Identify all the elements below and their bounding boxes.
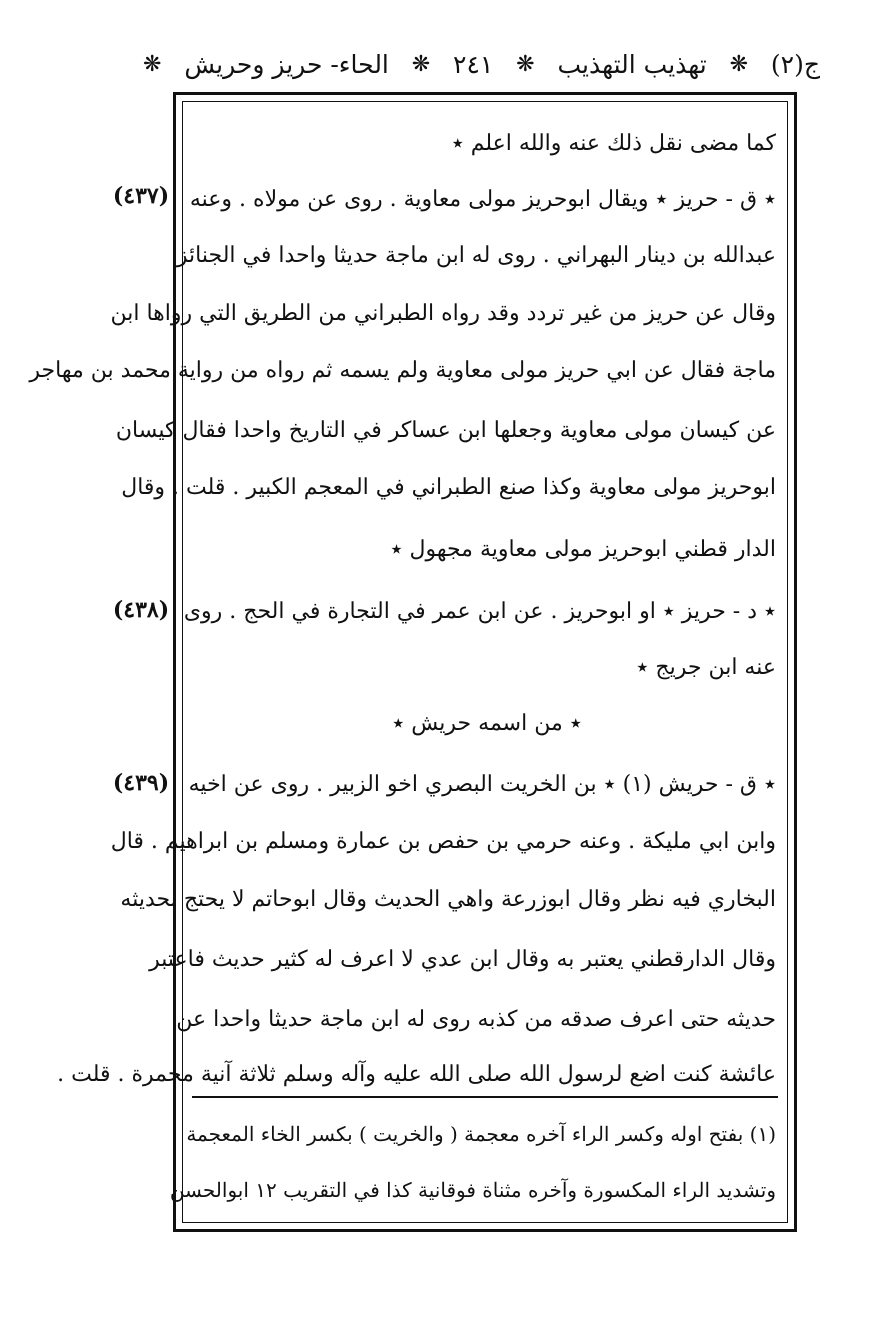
page-header	[140, 40, 820, 90]
section-heading: ٭ من اسمه حريش ٭	[392, 711, 582, 736]
text-line: وقال الدارقطني يعتبر به وقال ابن عدي لا اعرف له كثير حديث فاعتبر	[149, 947, 776, 972]
entry-number: (٤٣٧)	[112, 183, 170, 209]
ornament-icon: ❋	[516, 52, 535, 77]
ornament-icon: ❋	[729, 52, 749, 77]
entry-heading-line: ٭ ق - حريز ٭ ويقال ابوحريز مولى معاوية . روى عن مولاه . وعنه	[189, 187, 776, 212]
entry-heading-line: ٭ ق - حريش (١) ٭ بن الخريت البصري اخو الزبير . روى عن اخيه	[188, 772, 776, 797]
page-number: ٢٤١	[453, 50, 494, 79]
ornament-icon: ❋	[411, 52, 431, 77]
entry-number: (٤٣٩)	[112, 770, 170, 796]
text-line: ابوحريز مولى معاوية وكذا صنع الطبراني في المعجم الكبير . قلت . وقال	[121, 475, 776, 500]
text-line: عن كيسان مولى معاوية وجعلها ابن عساكر في التاريخ واحدا فقال كيسان	[115, 418, 776, 443]
text-line: عبدالله بن دينار البهراني . روى له ابن ماجة حديثا واحدا في الجنائز	[176, 243, 776, 268]
text-line: وقال عن حريز من غير تردد وقد رواه الطبراني من الطريق التي رواها ابن	[110, 301, 776, 326]
entry-number: (٤٣٨)	[112, 597, 170, 623]
text-line: كما مضى نقل ذلك عنه والله اعلم ٭	[451, 131, 776, 156]
text-line: الدار قطني ابوحريز مولى معاوية مجهول ٭	[390, 537, 776, 562]
text-line: ماجة فقال عن ابي حريز مولى معاوية ولم يسمه ثم رواه من رواية محمد بن مهاجر	[29, 358, 776, 383]
book-title: تهذيب التهذيب	[557, 50, 707, 79]
text-line: عائشة كنت اضع لرسول الله صلى الله عليه وآله وسلم ثلاثة آنية مخمرة . قلت .	[57, 1062, 776, 1087]
text-line: حديثه حتى اعرف صدقه من كذبه روى له ابن ماجة حديثا واحدا عن	[176, 1007, 776, 1032]
section-title: الحاء- حريز وحريش	[184, 50, 389, 79]
volume-label: ج(٢)	[770, 50, 820, 79]
text-line: البخاري فيه نظر وقال ابوزرعة واهي الحديث وقال ابوحاتم لا يحتج بحديثه	[120, 887, 776, 912]
text-line: عنه ابن جريج ٭	[636, 655, 776, 680]
footnote-line: (١) بفتح اوله وكسر الراء آخره معجمة ( والخريت ) بكسر الخاء المعجمة	[186, 1122, 776, 1146]
text-line: وابن ابي مليكة . وعنه حرمي بن حفص بن عمارة ومسلم بن ابراهيم . قال	[110, 829, 776, 854]
footnote-line: وتشديد الراء المكسورة وآخره مثناة فوقانية كذا في التقريب ١٢ ابوالحسن	[169, 1178, 776, 1202]
ornament-icon: ❋	[143, 52, 162, 77]
footnote-separator	[192, 1096, 778, 1098]
entry-heading-line: ٭ د - حريز ٭ او ابوحريز . عن ابن عمر في التجارة في الحج . روى	[183, 599, 776, 624]
